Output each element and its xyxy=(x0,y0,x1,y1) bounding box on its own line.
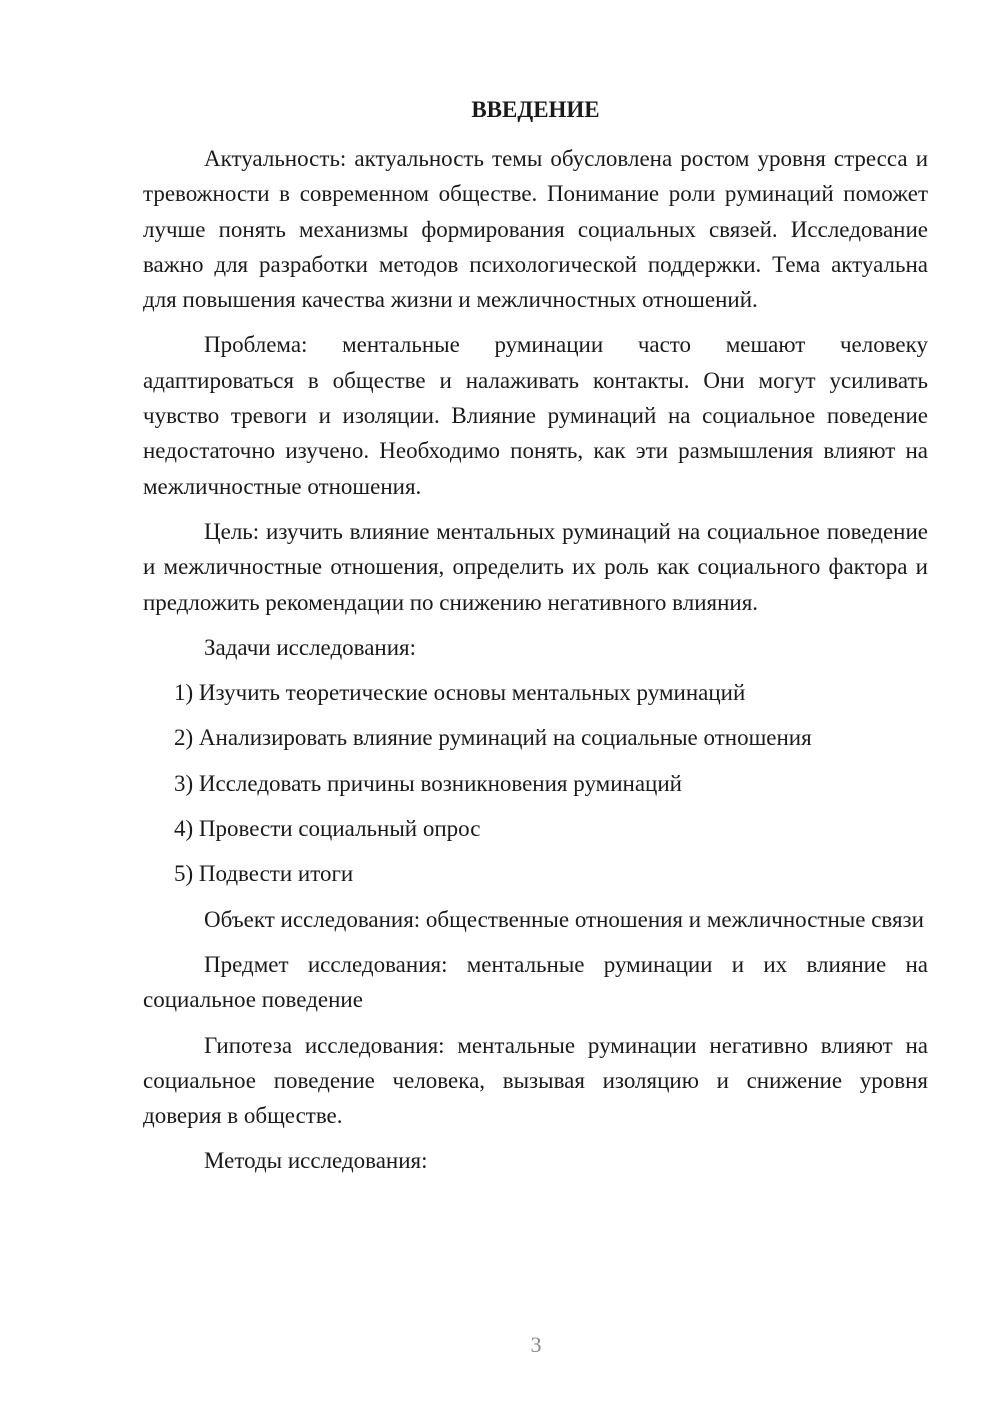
problem-paragraph: Проблема: ментальные руминации часто мешают человеку адаптироваться в обществе и налаживать контакты. Они могут усиливать чувство тревоги и изоляции. Влияние руминаций на социальное поведение недостаточно изучено. Необходимо понять, как эти размышления влияют на межличностные отношения. xyxy=(143,332,928,499)
relevance-paragraph: Актуальность: актуальность темы обусловлена ростом уровня стресса и тревожности в современном обществе. Понимание роли руминаций поможет лучше понять механизмы формирования социальных связей. Исследование важно для разработки методов психологической поддержки. Тема актуальна для повышения качества жизни и межличностных отношений. xyxy=(143,146,928,313)
tasks-list xyxy=(143,675,928,891)
object-paragraph: Объект исследования: общественные отношения и межличностные связи xyxy=(204,906,924,932)
subject-paragraph: Предмет исследования: ментальные руминации и их влияние на социальное поведение xyxy=(143,951,928,1013)
tasks-label: Задачи исследования: xyxy=(204,634,417,660)
task-item: 5) Подвести итоги xyxy=(174,861,354,887)
page-content xyxy=(143,92,928,1189)
task-item: 2) Анализировать влияние руминаций на социальные отношения xyxy=(174,725,812,751)
goal-paragraph: Цель: изучить влияние ментальных руминаций на социальное поведение и межличностные отношения, определить их роль как социального фактора и предложить рекомендации по снижению негативного влияния. xyxy=(143,518,928,615)
task-item: 4) Провести социальный опрос xyxy=(174,816,481,842)
task-item: 1) Изучить теоретические основы ментальных руминаций xyxy=(174,680,746,706)
methods-label: Методы исследования: xyxy=(204,1148,428,1174)
page-number: 3 xyxy=(530,1332,542,1357)
hypothesis-paragraph: Гипотеза исследования: ментальные руминации негативно влияют на социальное поведение человека, вызывая изоляцию и снижение уровня доверия в обществе. xyxy=(143,1032,928,1129)
section-title: ВВЕДЕНИЕ xyxy=(471,97,600,122)
task-item: 3) Исследовать причины возникновения руминаций xyxy=(174,770,682,796)
